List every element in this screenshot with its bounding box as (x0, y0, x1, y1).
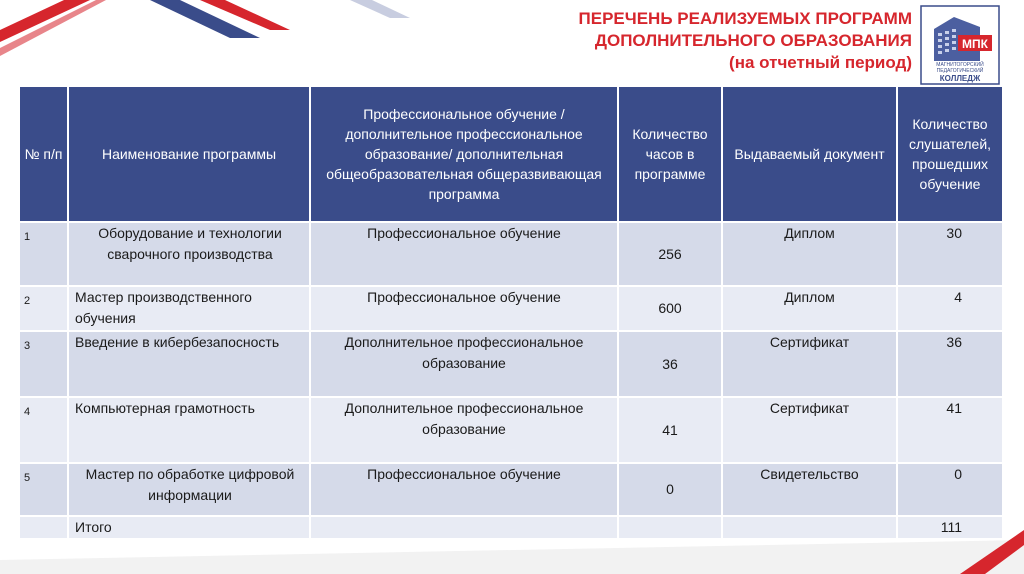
title-line-1: ПЕРЕЧЕНЬ РЕАЛИЗУЕМЫХ ПРОГРАММ (578, 9, 912, 28)
program-count: 0 (897, 463, 1003, 516)
col-number-header: № п/п (19, 86, 68, 222)
program-name: Мастер по обработке цифровой информации (68, 463, 310, 516)
program-type: Профессиональное обучение (310, 222, 618, 286)
program-hours: 41 (618, 397, 722, 463)
table-header-row (19, 86, 1003, 222)
program-hours: 256 (618, 222, 722, 286)
table-row (19, 331, 1003, 397)
program-document: Диплом (722, 222, 897, 286)
logo-abbr: МПК (962, 37, 988, 51)
logo-text-2: ПЕДАГОГИЧЕСКИЙ (936, 68, 984, 74)
program-type: Профессиональное обучение (310, 286, 618, 331)
program-hours: 600 (618, 286, 722, 331)
program-document: Свидетельство (722, 463, 897, 516)
program-name: Компьютерная грамотность (68, 397, 310, 463)
col-document-header: Выдаваемый документ (722, 86, 897, 222)
row-number: 4 (19, 397, 68, 463)
programs-table (18, 85, 1004, 540)
table-row (19, 222, 1003, 286)
row-number: 3 (19, 331, 68, 397)
logo-text-3: КОЛЛЕДЖ (939, 74, 981, 83)
total-row (19, 516, 1003, 539)
col-type-header: Профессиональное обучение / дополнительное профессиональное образование/ дополнительная общеобразовательная общеразвивающая программа (310, 86, 618, 222)
total-empty-cell (722, 516, 897, 539)
program-count: 30 (897, 222, 1003, 286)
program-type: Дополнительное профессиональное образование (310, 397, 618, 463)
row-number: 1 (19, 222, 68, 286)
program-count: 4 (897, 286, 1003, 331)
program-hours: 0 (618, 463, 722, 516)
program-document: Сертификат (722, 331, 897, 397)
col-hours-header: Количество часов в программе (618, 86, 722, 222)
program-hours: 36 (618, 331, 722, 397)
page-title (392, 8, 912, 74)
program-document: Диплом (722, 286, 897, 331)
total-empty-cell (310, 516, 618, 539)
college-logo (920, 5, 1000, 85)
total-value: 111 (897, 516, 1003, 539)
program-type: Профессиональное обучение (310, 463, 618, 516)
row-number: 2 (19, 286, 68, 331)
program-name: Оборудование и технологии сварочного производства (68, 222, 310, 286)
col-name-header: Наименование программы (68, 86, 310, 222)
col-count-header: Количество слушателей, прошедших обучение (897, 86, 1003, 222)
title-line-2: ДОПОЛНИТЕЛЬНОГО ОБРАЗОВАНИЯ (594, 31, 912, 50)
program-count: 41 (897, 397, 1003, 463)
program-name: Введение в кибербезапосность (68, 331, 310, 397)
row-number: 5 (19, 463, 68, 516)
total-label: Итого (68, 516, 310, 539)
program-name: Мастер производственного обучения (68, 286, 310, 331)
program-type: Дополнительное профессиональное образование (310, 331, 618, 397)
program-document: Сертификат (722, 397, 897, 463)
table-row (19, 286, 1003, 331)
table-row (19, 397, 1003, 463)
title-line-3: (на отчетный период) (729, 53, 912, 72)
table-row (19, 463, 1003, 516)
total-empty-cell (618, 516, 722, 539)
total-number-cell (19, 516, 68, 539)
program-count: 36 (897, 331, 1003, 397)
logo-text-1: МАГНИТОГОРСКИЙ (936, 62, 984, 68)
